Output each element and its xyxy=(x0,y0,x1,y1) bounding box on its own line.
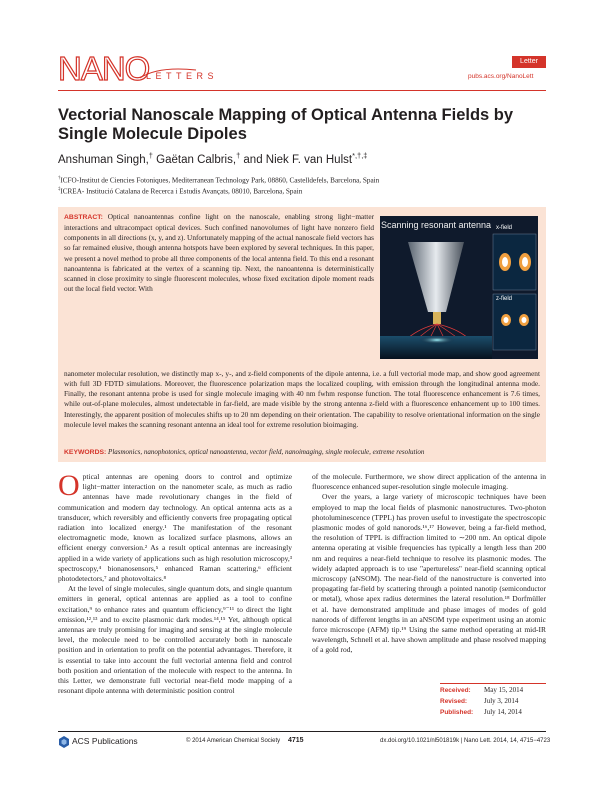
author-singh[interactable]: Anshuman Singh, xyxy=(58,153,149,166)
abstract-body-top: Optical nanoantennas confine light on the nanoscale, enabling strong light−matter interactions and ultracompact optical devices. Such confined nanovolumes of light have nonzero field components in all directions (x, y, and z). Unfortunately mapping of the actual nanoscale field vectors has so far remained elusive, though antenna hotspots have been explored by several techniques. In this paper, we present a novel method to probe all three components of the local antenna field. To this end a resonant nanoantenna is fabricated at the vertex of a scanning tip. Next, the nanoantenna is deterministically scanned in close proximity to single fluorescent molecules, whose fixed excitation dipole moment reads out the local field vector. With xyxy=(64,212,375,294)
journal-logo xyxy=(58,52,258,86)
dropcap: O xyxy=(58,469,80,502)
page-number: 4715 xyxy=(288,737,304,744)
dates-divider xyxy=(440,683,546,684)
date-received xyxy=(440,685,523,696)
article-title: Vectorial Nanoscale Mapping of Optical Antenna Fields by Single Molecule Dipoles xyxy=(58,106,514,143)
logo-letters-text: LETTERS xyxy=(146,71,219,81)
author-van-hulst[interactable]: and Niek F. van Hulst xyxy=(240,153,353,166)
body-column-left xyxy=(58,469,292,696)
affiliation-2-text: ICREA- Institució Catalana de Recerca i Estudis Avançats, 08010, Barcelona, Spain xyxy=(60,187,303,196)
footer-divider xyxy=(58,731,546,732)
scanning-antenna-illustration xyxy=(380,216,538,359)
doi-citation[interactable]: dx.doi.org/10.1021/nl501819k | Nano Lett. 2014, 14, 4715−4723 xyxy=(380,738,551,744)
keywords-text: Plasmonics, nanophotonics, optical nanoantenna, vector field, nanoimaging, single molecule, extreme resolution xyxy=(108,448,425,456)
logo-nano-text: NANO xyxy=(58,50,150,87)
affiliation-1-text: ICFO-Institut de Ciencies Fotoniques, Mediterranean Technology Park, 08860, Castelldefels, Barcelona, Spain xyxy=(60,176,380,185)
body-paragraph-1-text: ptical antennas are opening doors to control and optimize light−matter interaction on the nanometer scale, as much as radio antennas have made revolutionary changes in the field of communication and modern day technology. An optical antenna acts as a transducer, which reversibly and efficiently converts free propagating optical radiation into localized energy.¹ The manifestation of the resonant electromagnetic mode, known as localized surface plasmons, allows an efficient energy conversion.² As a result optical antennas are increasingly applied in a wide variety of applications such as high resolution microscopy,³ spectroscopy,⁴ bionanosensors,⁵ enhanced Raman scattering,⁶ efficient photodetectors,⁷ and photovoltaics.⁸ xyxy=(58,472,292,584)
affiliation-1-mark: † xyxy=(58,176,61,181)
keywords-label: KEYWORDS: xyxy=(64,449,107,456)
acs-hexagon-icon xyxy=(58,736,70,748)
date-revised-label: Revised: xyxy=(440,698,468,705)
date-published-label: Published: xyxy=(440,709,474,716)
toc-title: Scanning resonant antenna xyxy=(380,220,492,230)
date-revised-value: July 3, 2014 xyxy=(484,697,519,705)
date-received-value: May 15, 2014 xyxy=(484,686,524,694)
acs-publications-text: ACS Publications xyxy=(72,736,138,746)
acs-publications-logo[interactable] xyxy=(58,736,138,748)
article-type-badge: Letter xyxy=(512,56,546,68)
body-column-right xyxy=(312,472,546,656)
body-paragraph-3: of the molecule. Furthermore, we show direct application of the antenna in fluorescence enhanced super-resolution single molecule imaging. xyxy=(312,472,546,492)
toc-z-field-label: z-field xyxy=(496,296,513,302)
copyright-notice: © 2014 American Chemical Society xyxy=(186,738,281,744)
journal-url-link[interactable]: pubs.acs.org/NanoLett xyxy=(468,73,534,80)
toc-x-field-label: x-field xyxy=(496,225,513,231)
affiliation-2-mark: ‡ xyxy=(58,187,61,192)
date-published xyxy=(440,707,523,718)
body-paragraph-4: Over the years, a large variety of microscopic techniques have been employed to map the local fields of plasmonic nanostructures. Two-photon photoluminescence (TPPL) has proven useful to investigate the spectroscopic plasmonic modes of gold nanorods.¹⁶,¹⁷ However, being a far-field method, the resolution of TPPL is diffraction limited to ∼200 nm. An optical dipole antenna operating at visible frequencies has typically a length less than 200 nm and requires a near-field technique to resolve its plasmonic modes. The widely adapted approach is to use "apertureless" near-field scanning optical microscopy (aNSOM). The near-field of the nanostructure is converted into propagating far-field by scattering through a pointed nanotip (semiconductor or metal), whose apex radius determines the lateral resolution.¹⁸ Dorfmüller et al. have demonstrated amplitude and phase images of modes of gold nanorods of different lengths in an aNSOM type experiment using an atomic force microscope (AFM) tip.¹⁹ Using the same method operating at mid-IR wavelength, Schnell et al. have shown amplitude and phase resolved mapping of a gold rod, xyxy=(312,492,546,655)
author-calbris[interactable]: Gaëtan Calbris, xyxy=(152,153,237,166)
date-received-label: Received: xyxy=(440,687,471,694)
author-van-hulst-affil: *,†,‡ xyxy=(352,151,368,160)
abstract-text-top xyxy=(64,212,374,294)
abstract-label: ABSTRACT: xyxy=(64,214,103,221)
affiliation-2 xyxy=(58,185,302,196)
toc-graphic xyxy=(380,216,538,359)
keywords xyxy=(64,448,540,456)
author-list xyxy=(58,151,367,166)
date-revised xyxy=(440,696,523,707)
author-calbris-affil: † xyxy=(236,151,241,160)
body-paragraph-2: At the level of single molecules, single quantum dots, and single quantum emitters in general, optical antennas are applied as a tool to confine excitation,⁹ to enhance rates and quantum efficiency,⁹⁻¹¹ to direct the light emission,¹²,¹³ and to excite plasmonic dark modes.¹⁴,¹⁵ Yet, although optical antennas are truly promising for imaging and sensing at the single molecule level, the molecule need to be controlled accurately both in nanoscale position and in orientation to profit on the potential advantages. Therefore, it is essential to take into account the full vectorial antenna field and control both position and orientation of the molecule with respect to the antenna. In this Letter, we demonstrate full vectorial near-field mode mapping of a resonant dipole antenna with deterministic position control xyxy=(58,584,292,696)
author-singh-affil: † xyxy=(148,151,153,160)
header-divider xyxy=(58,90,546,91)
article-dates xyxy=(440,685,523,718)
date-published-value: July 14, 2014 xyxy=(484,708,522,716)
body-paragraph-1 xyxy=(58,469,292,584)
affiliation-1 xyxy=(58,174,379,185)
abstract-body-bottom: nanometer molecular resolution, we distinctly map x-, y-, and z-field components of the dipole antenna, i.e. a full vectorial mode map, and show good agreement with full 3D FDTD simulations. Moreover, the fluorescence polarization maps the localized coupling, with emission through the longitudinal antenna mode. Finally, the resonant antenna probe is used for single molecule imaging with 40 nm fwhm response function. The total fluorescence enhancement is 7.6 times, while out-of-plane molecules, almost undetectable in far-field, are made visible by the strong antenna z-field with a fluorescence enhancement up to 100 times. Interestingly, the apparent position of molecules shifts up to 20 nm depending on their orientation. The capability to resolve orientational information on the single molecule level makes the scanning resonant antenna an ideal tool for extreme resolution bioimaging. xyxy=(64,369,540,429)
